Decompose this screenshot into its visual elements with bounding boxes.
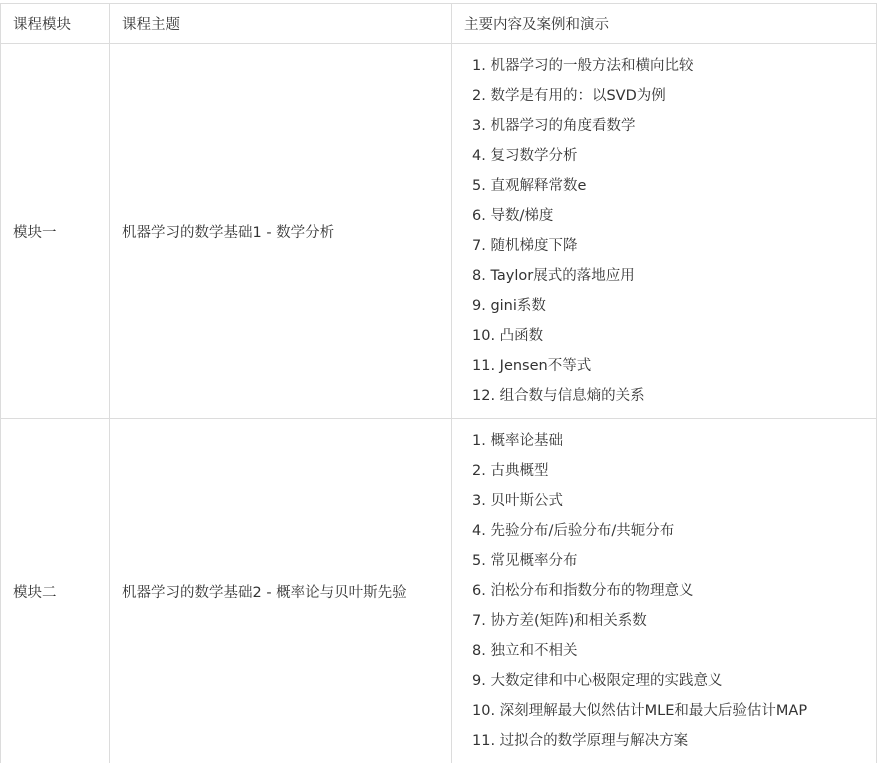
list-item: 9. 大数定律和中心极限定理的实践意义 (472, 666, 876, 696)
topic-cell: 机器学习的数学基础1 - 数学分析 (110, 44, 452, 419)
list-item: 8. 独立和不相关 (472, 636, 876, 666)
list-item: 4. 先验分布/后验分布/共轭分布 (472, 516, 876, 546)
content-cell (452, 44, 877, 419)
list-item: 11. Jensen不等式 (472, 351, 876, 381)
module-cell: 模块一 (1, 44, 110, 419)
list-item: 5. 常见概率分布 (472, 546, 876, 576)
list-item: 8. Taylor展式的落地应用 (472, 261, 876, 291)
list-item: 12. 组合数与信息熵的关系 (472, 381, 876, 411)
list-item: 7. 协方差(矩阵)和相关系数 (472, 606, 876, 636)
header-content: 主要内容及案例和演示 (452, 4, 877, 44)
list-item: 9. gini系数 (472, 291, 876, 321)
header-module: 课程模块 (1, 4, 110, 44)
list-item: 6. 导数/梯度 (472, 201, 876, 231)
list-item: 3. 机器学习的角度看数学 (472, 111, 876, 141)
list-item: 10. 凸函数 (472, 321, 876, 351)
course-table (0, 3, 877, 763)
content-cell (452, 419, 877, 763)
header-topic: 课程主题 (110, 4, 452, 44)
list-item: 4. 复习数学分析 (472, 141, 876, 171)
list-item: 6. 泊松分布和指数分布的物理意义 (472, 576, 876, 606)
list-item: 5. 直观解释常数e (472, 171, 876, 201)
list-item: 7. 随机梯度下降 (472, 231, 876, 261)
table-row (1, 44, 877, 419)
content-list (472, 51, 876, 411)
list-item: 1. 概率论基础 (472, 426, 876, 456)
list-item: 2. 数学是有用的：以SVD为例 (472, 81, 876, 111)
table-header-row (1, 4, 877, 44)
module-cell: 模块二 (1, 419, 110, 763)
content-list (472, 426, 876, 756)
list-item: 2. 古典概型 (472, 456, 876, 486)
table-row (1, 419, 877, 763)
list-item: 10. 深刻理解最大似然估计MLE和最大后验估计MAP (472, 696, 876, 726)
topic-cell: 机器学习的数学基础2 - 概率论与贝叶斯先验 (110, 419, 452, 763)
list-item: 3. 贝叶斯公式 (472, 486, 876, 516)
list-item: 1. 机器学习的一般方法和横向比较 (472, 51, 876, 81)
list-item: 11. 过拟合的数学原理与解决方案 (472, 726, 876, 756)
